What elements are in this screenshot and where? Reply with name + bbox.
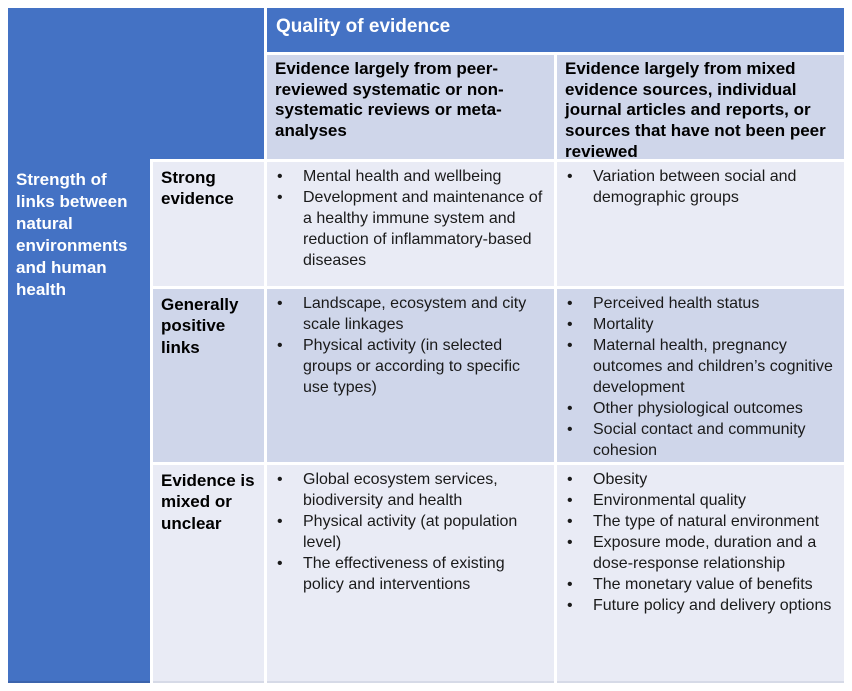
- strength-of-links-header: Strength of links between natural environments and human health: [8, 159, 150, 683]
- column-header-peer-reviewed: Evidence largely from peer-reviewed systematic or non-systematic reviews or meta-analyses: [267, 55, 554, 159]
- row-label-strong-evidence: Strong evidence: [153, 162, 264, 286]
- bullet-list: [267, 470, 546, 596]
- bullet-item: • Obesity: [567, 470, 836, 491]
- bullet-item: • Physical activity (in selected groups or according to specific use types): [277, 336, 546, 399]
- cell-strong-evidence-mixed-sources: [557, 162, 844, 286]
- bullet-list: [267, 167, 546, 272]
- cell-mixed-unclear-mixed-sources: [557, 465, 844, 683]
- cell-strong-evidence-peer-reviewed: [267, 162, 554, 286]
- cell-mixed-unclear-peer-reviewed: [267, 465, 554, 683]
- evidence-table: [8, 8, 844, 683]
- bullet-item: • Physical activity (at population level): [277, 512, 546, 554]
- column-header-mixed-sources: Evidence largely from mixed evidence sources, individual journal articles and reports, or sources that have not been peer reviewed: [557, 55, 844, 159]
- bullet-list: [557, 470, 836, 617]
- bullet-list: [557, 294, 836, 462]
- bullet-list: [557, 167, 836, 209]
- quality-of-evidence-header: Quality of evidence: [267, 8, 844, 52]
- cell-generally-positive-peer-reviewed: [267, 289, 554, 462]
- bullet-item: • Landscape, ecosystem and city scale linkages: [277, 294, 546, 336]
- bullet-item: • The effectiveness of existing policy and interventions: [277, 554, 546, 596]
- bullet-item: • The type of natural environment: [567, 512, 836, 533]
- bullet-item: • Other physiological outcomes: [567, 399, 836, 420]
- bullet-item: • Global ecosystem services, biodiversity and health: [277, 470, 546, 512]
- bullet-item: • Maternal health, pregnancy outcomes and children’s cognitive development: [567, 336, 836, 399]
- cell-generally-positive-mixed-sources: [557, 289, 844, 462]
- bullet-item: • Environmental quality: [567, 491, 836, 512]
- bullet-item: • Exposure mode, duration and a dose-response relationship: [567, 533, 836, 575]
- bullet-item: • Development and maintenance of a healthy immune system and reduction of inflammatory-based diseases: [277, 188, 546, 272]
- bullet-item: • Mortality: [567, 315, 836, 336]
- bullet-item: • The monetary value of benefits: [567, 575, 836, 596]
- bullet-item: • Variation between social and demographic groups: [567, 167, 836, 209]
- bullet-item: • Mental health and wellbeing: [277, 167, 546, 188]
- corner-spacer-cell: [8, 8, 264, 159]
- row-label-generally-positive-links: Generally positive links: [153, 289, 264, 462]
- row-label-evidence-mixed-unclear: Evidence is mixed or unclear: [153, 465, 264, 683]
- bullet-item: • Perceived health status: [567, 294, 836, 315]
- bullet-list: [267, 294, 546, 399]
- bullet-item: • Future policy and delivery options: [567, 596, 836, 617]
- bullet-item: • Social contact and community cohesion: [567, 420, 836, 462]
